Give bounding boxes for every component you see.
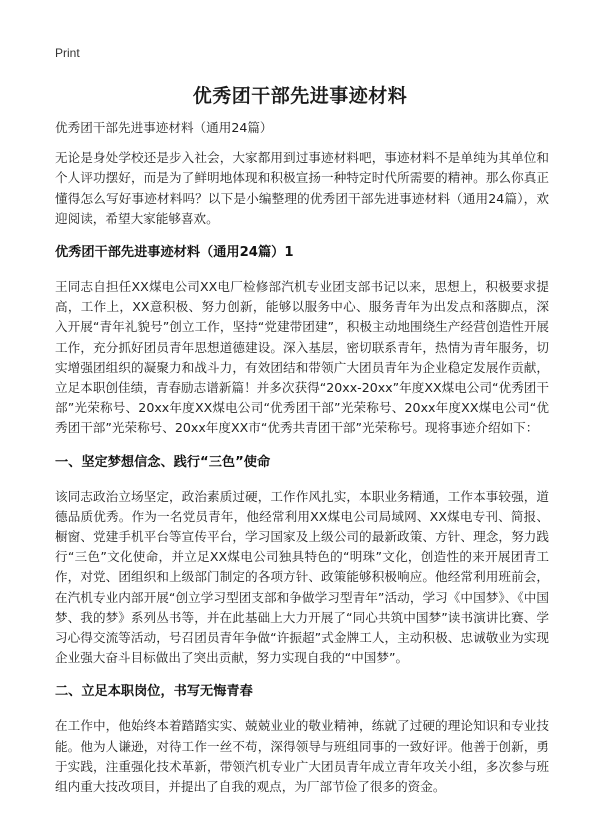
article-paragraph-1: 王同志自担任XX煤电公司XX电厂检修部汽机专业团支部书记以来，思想上，积极要求提高，工作上，XX意积极、努力创新，能够以服务中心、服务青年为出发点和落脚点，深入开展“青年礼貌号”创立工作，坚持“党建带团建”，积极主动地围绕生产经营创造性开展工作，充分抓好团员青年思想道德建设。深入基层，密切联系青年，热情为青年服务，切实增强团组织的凝聚力和战斗力，有效团结和带领广大团员青年为企业稳定发展作贡献，立足本职创佳绩，青春励志谱新篇！并多次获得“20xx-20xx”年度XX煤电公司“优秀团干部”光荣称号、20xx年度XX煤电公司“优秀团干部”光荣称号、20xx年度XX煤电公司“优秀团干部”光荣称号、20xx年度XX市“优秀共青团干部”光荣称号。现将事迹介绍如下： xyxy=(55,279,549,436)
section-2-heading: 二、立足本职岗位，书写无悔青春 xyxy=(55,684,253,700)
section-1-paragraph: 该同志政治立场坚定，政治素质过硬，工作作风扎实，本职业务精通，工作本事较强，道德品质优秀。作为一名党员青年，他经常利用XX煤电公司局域网、XX煤电专刊、简报、橱窗、党建手机平台等宣传平台，学习国家及上级公司的最新政策、方针、理念，努力践行“三色”文化使命，并立足XX煤电公司独具特色的“明珠”文化，创造性的来开展团青工作，对党、团组织和上级部门制定的各项方针、政策能够积极响应。他经常利用班前会，在汽机专业内部开展“创立学习型团支部和争做学习型青年”活动，学习《中国梦》、《中国梦、我的梦》系列丛书等，并在此基础上大力开展了“同心共筑中国梦”读书演讲比赛、学习心得交流等活动，号召团员青年争做“许振超”式金牌工人，主动积极、忠诚敬业为实现企业强大奋斗目标做出了突出贡献，努力实现自我的“中国梦”。 xyxy=(55,488,549,666)
section-2-paragraph: 在工作中，他始终本着踏踏实实、兢兢业业的敬业精神，练就了过硬的理论知识和专业技能。他为人谦逊，对待工作一丝不苟，深得领导与班组同事的一致好评。他善于创新，勇于实践，注重强化技术革新，带领汽机专业广大团员青年成立青年攻关小组，多次参与班组内重大技改项目，并提出了自我的观点，为厂部节俭了很多的资金。 xyxy=(55,718,549,795)
document-body xyxy=(55,118,549,811)
article-heading: 优秀团干部先进事迹材料（通用24篇）1 xyxy=(55,245,294,261)
document-subtitle: 优秀团干部先进事迹材料（通用24篇） xyxy=(55,120,273,135)
print-link[interactable]: Print xyxy=(55,46,80,60)
document-title: 优秀团干部先进事迹材料 xyxy=(192,85,408,107)
intro-paragraph: 无论是身处学校还是步入社会，大家都用到过事迹材料吧，事迹材料不是单纯为其单位和个人评功摆好，而是为了鲜明地体现和积极宣扬一种特定时代所需要的精神。那么你真正懂得怎么写好事迹材料吗？以下是小编整理的优秀团干部先进事迹材料（通用24篇），欢迎阅读，希望大家能够喜欢。 xyxy=(55,150,549,226)
section-1-heading: 一、坚定梦想信念、践行“三色”使命 xyxy=(55,454,271,470)
